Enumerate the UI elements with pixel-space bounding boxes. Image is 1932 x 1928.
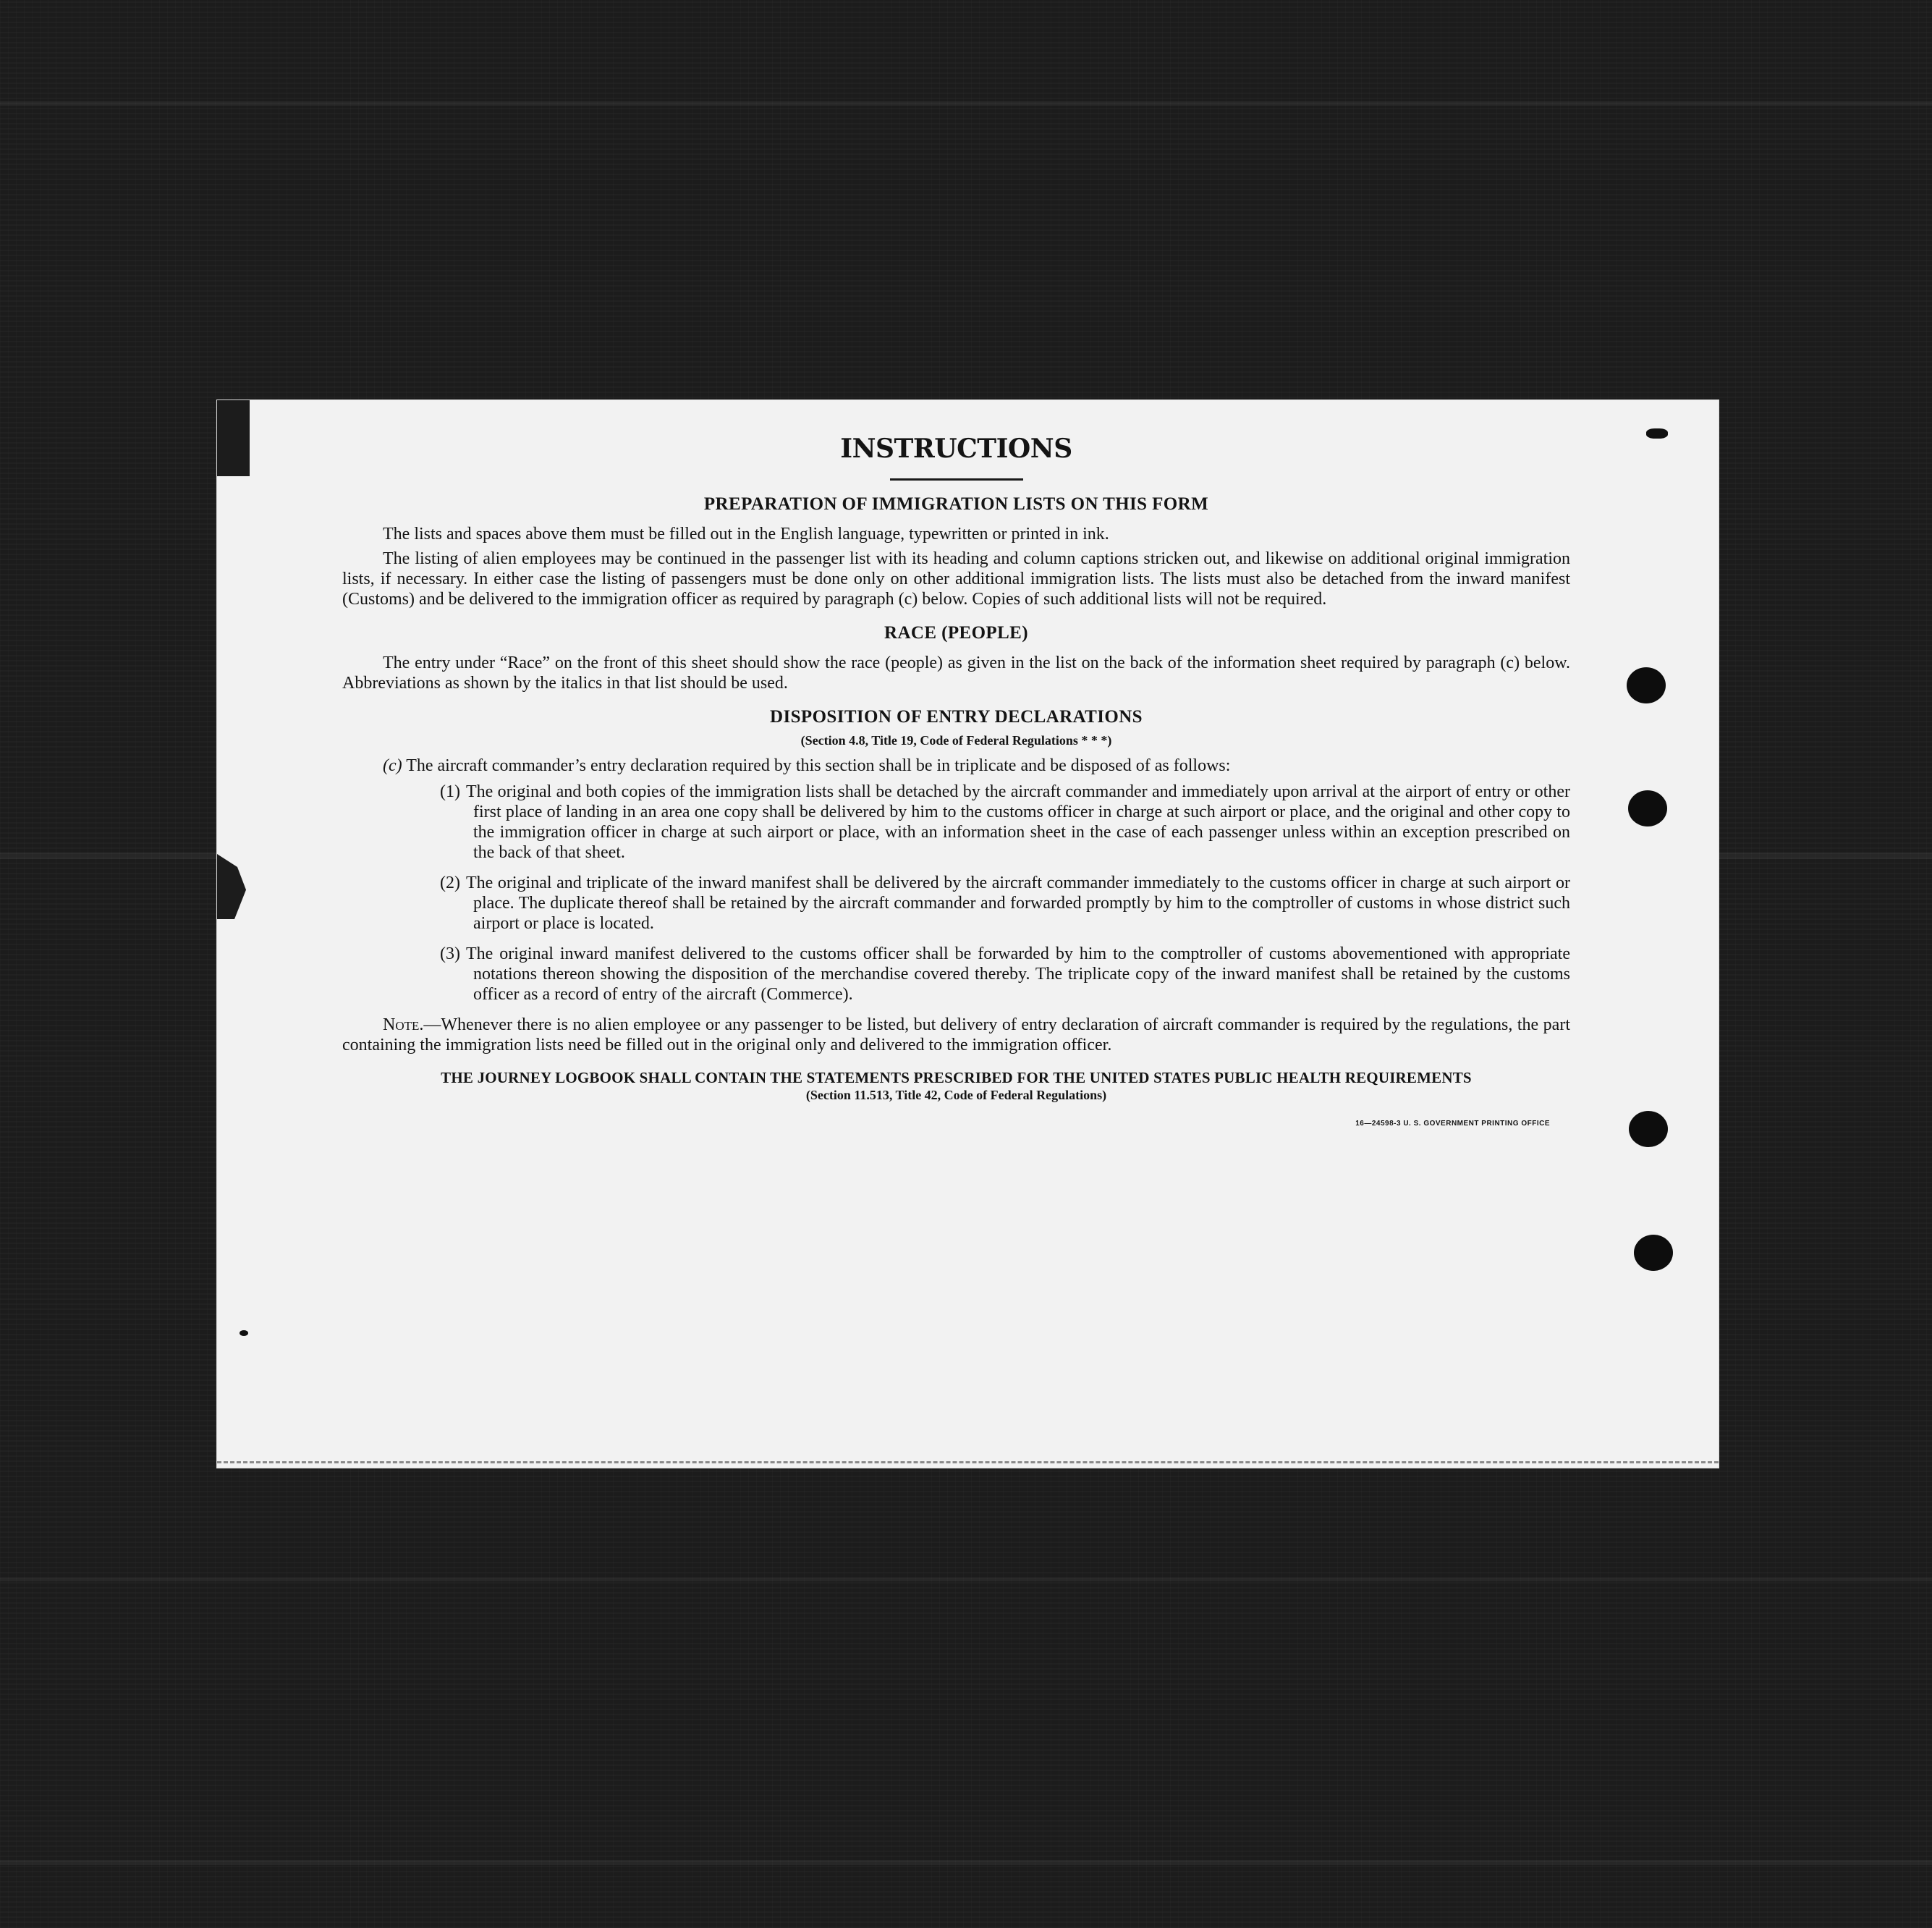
punch-hole	[1634, 1235, 1673, 1271]
instructions-content	[342, 432, 1570, 1129]
page-title: INSTRUCTIONS	[840, 434, 1072, 464]
note-label: Note.	[383, 1015, 424, 1034]
printing-office-code: 16—24598-3 U. S. GOVERNMENT PRINTING OFFICE	[1355, 1120, 1550, 1128]
disposition-intro-label: (c)	[383, 756, 402, 775]
title-underline	[890, 478, 1023, 481]
health-requirements-citation: (Section 11.513, Title 42, Code of Federal Regulations)	[805, 1088, 1107, 1102]
item-text: The original inward manifest delivered to the customs officer shall be forwarded by him to the comptroller of customs abovementioned with appropriate notations thereon showing the disposition of the merchandise covered thereby. The triplicate copy of the inward manifest shall be retained by the customs officer as a record of entry of the aircraft (Commerce).	[465, 944, 1570, 1004]
punch-hole	[1628, 790, 1667, 826]
note-text: —Whenever there is no alien employee or any passenger to be listed, but delivery of entry declaration of aircraft commander is required by the regulations, the part containing the immigration lists need be filled out in the original only and delivered to the immigration officer.	[342, 1015, 1570, 1054]
health-requirements-heading: THE JOURNEY LOGBOOK SHALL CONTAIN THE STATEMENTS PRESCRIBED FOR THE UNITED STATES PUBLIC HEALTH REQUIREMENTS	[441, 1069, 1472, 1086]
preparation-paragraph-2: The listing of alien employees may be continued in the passenger list with its heading and column captions stricken out, and likewise on additional original immigration lists, if necessary. In either case the listing of passengers must be done only on other additional immigration lists. The lists must also be detached from the inward manifest (Customs) and be delivered to the immigration officer as required by paragraph (c) below. Copies of such additional lists will not be required.	[342, 549, 1570, 609]
disposition-intro-text: The aircraft commander’s entry declaration required by this section shall be in triplicate and be disposed of as follows:	[406, 756, 1231, 775]
disposition-intro	[342, 756, 1570, 776]
sheet-bottom-edge	[217, 1461, 1719, 1463]
note-paragraph	[342, 1015, 1570, 1055]
item-number: (1)	[440, 782, 460, 801]
disposition-citation: (Section 4.8, Title 19, Code of Federal Regulations * * *)	[800, 733, 1112, 748]
item-number: (2)	[440, 874, 460, 892]
section-heading-preparation: PREPARATION OF IMMIGRATION LISTS ON THIS FORM	[703, 494, 1209, 514]
disposition-item	[342, 873, 1570, 934]
ink-speck	[1646, 428, 1668, 439]
preparation-paragraph-1: The lists and spaces above them must be filled out in the English language, typewritten or printed in ink.	[383, 525, 1109, 544]
disposition-item	[342, 944, 1570, 1005]
ink-speck	[240, 1330, 248, 1336]
disposition-item	[342, 782, 1570, 863]
item-number: (3)	[440, 944, 460, 963]
scan-artifact-band	[0, 1578, 1932, 1581]
punch-hole	[1627, 667, 1666, 703]
sheet-torn-corner	[217, 400, 250, 476]
item-text: The original and both copies of the immigration lists shall be detached by the aircraft commander and immediately upon arrival at the airport of entry or other first place of landing in an area one copy shall be delivered by him to the customs officer in charge at such airport or place, and the original and other copy to the immigration officer in charge at such airport or place, with an information sheet in the case of each passenger unless within an exception prescribed on the back of that sheet.	[465, 782, 1570, 862]
scan-artifact-band	[0, 1860, 1932, 1865]
section-heading-disposition: DISPOSITION OF ENTRY DECLARATIONS	[770, 707, 1143, 727]
punch-hole	[1629, 1111, 1668, 1147]
section-heading-race: RACE (PEOPLE)	[884, 623, 1028, 643]
scan-artifact-band	[0, 101, 1932, 106]
race-paragraph: The entry under “Race” on the front of this sheet should show the race (people) as given in the list on the back of the information sheet required by paragraph (c) below. Abbreviations as shown by the italics in that list should be used.	[342, 654, 1570, 693]
item-text: The original and triplicate of the inward manifest shall be delivered by the aircraft commander immediately to the customs officer in charge at such airport or place. The duplicate thereof shall be retained by the aircraft commander and forwarded promptly by him to the comptroller of customs in whose district such airport or place is located.	[465, 874, 1570, 933]
